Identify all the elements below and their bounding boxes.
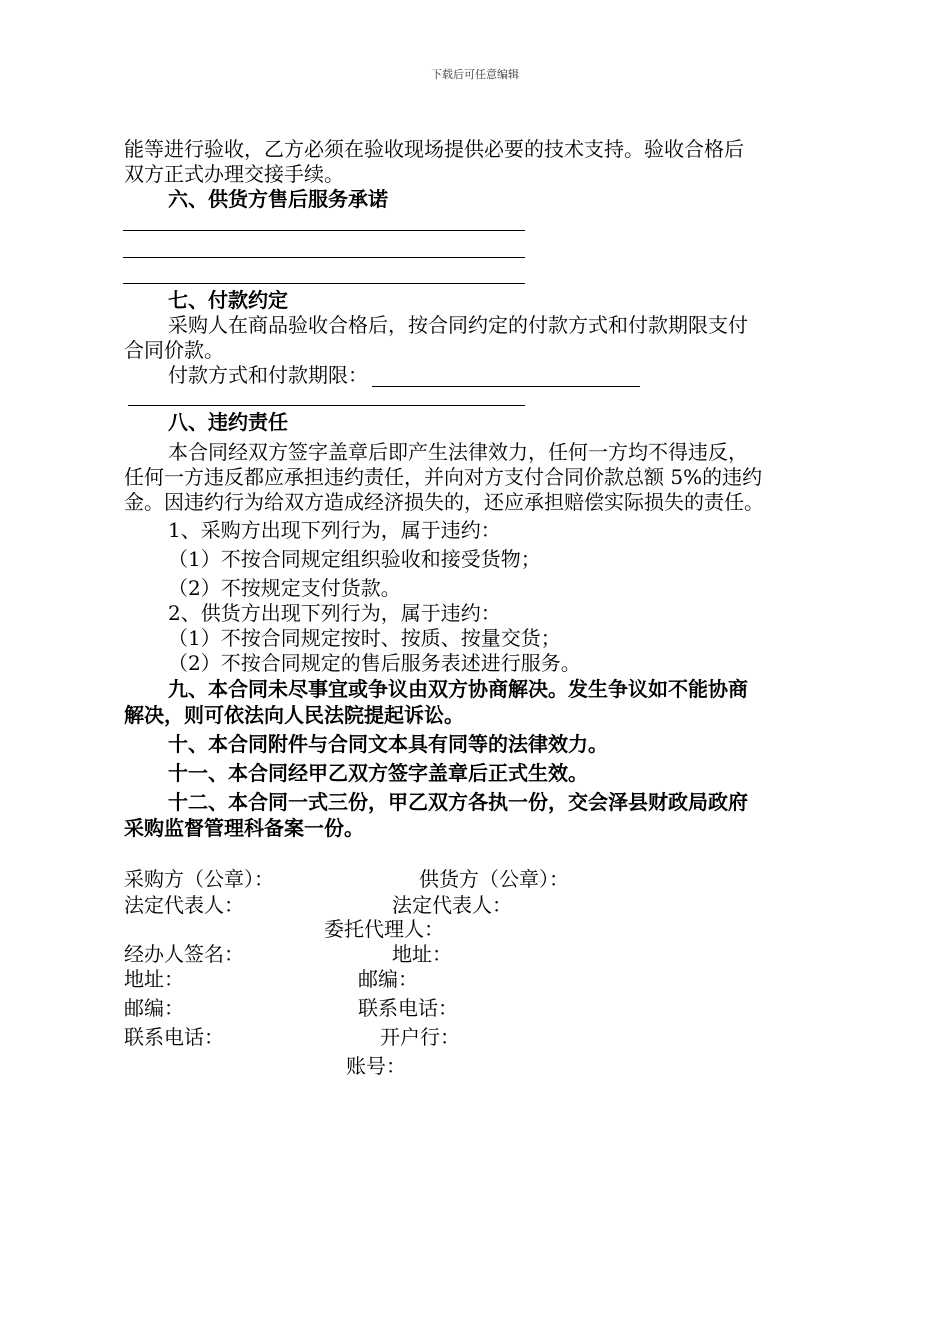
buyer-seal-label: 采购方（公章）： — [124, 867, 274, 891]
page-header: 下载后可任意编辑 — [431, 68, 519, 81]
section-heading-8: 八、违约责任 — [168, 410, 288, 434]
section-heading-12: 十二、本合同一式三份，甲乙双方各执一份，交会泽县财政局政府 — [168, 790, 748, 814]
supplier-postcode-label: 邮编： — [358, 967, 418, 991]
payment-terms-line — [168, 363, 640, 387]
list-item: （1）不按合同规定按时、按质、按量交货； — [168, 626, 561, 650]
paragraph-line: 采购人在商品验收合格后，按合同约定的付款方式和付款期限支付 — [168, 313, 748, 337]
list-item: （2）不按合同规定的售后服务表述进行服务。 — [168, 651, 581, 675]
section-heading-12-cont: 采购监督管理科备案一份。 — [124, 816, 364, 840]
paragraph-line: 任何一方违反都应承担违约责任，并向对方支付合同价款总额 5%的违约 — [124, 465, 763, 489]
list-item: 2、供货方出现下列行为，属于违约： — [168, 601, 501, 625]
section-heading-7: 七、付款约定 — [168, 288, 288, 312]
list-item: （2）不按规定支付货款。 — [168, 576, 401, 600]
buyer-address-label: 地址： — [124, 967, 184, 991]
account-label: 账号： — [346, 1054, 406, 1078]
supplier-rep-label: 法定代表人： — [392, 893, 512, 917]
blank-line — [128, 405, 525, 406]
paragraph-line: 本合同经双方签字盖章后即产生法律效力，任何一方均不得违反， — [168, 440, 748, 464]
section-heading-6: 六、供货方售后服务承诺 — [168, 187, 388, 211]
buyer-postcode-label: 邮编： — [124, 996, 184, 1020]
bank-label: 开户行： — [380, 1025, 460, 1049]
agent-label: 委托代理人： — [324, 917, 444, 941]
paragraph-line: 能等进行验收，乙方必须在验收现场提供必要的技术支持。验收合格后 — [124, 137, 744, 161]
supplier-phone-label: 联系电话： — [358, 996, 458, 1020]
section-heading-9: 九、本合同未尽事宜或争议由双方协商解决。发生争议如不能协商 — [168, 677, 748, 701]
paragraph-line: 金。因违约行为给双方造成经济损失的，还应承担赔偿实际损失的责任。 — [124, 490, 764, 514]
blank-line — [123, 230, 525, 231]
payment-terms-blank — [372, 366, 640, 387]
payment-terms-label: 付款方式和付款期限： — [168, 363, 368, 387]
supplier-address-label: 地址： — [392, 942, 452, 966]
blank-line — [123, 257, 525, 258]
list-item: 1、采购方出现下列行为，属于违约： — [168, 518, 501, 542]
section-heading-11: 十一、本合同经甲乙双方签字盖章后正式生效。 — [168, 761, 588, 785]
blank-line — [123, 283, 525, 284]
paragraph-line: 双方正式办理交接手续。 — [124, 162, 344, 186]
section-heading-9-cont: 解决，则可依法向人民法院提起诉讼。 — [124, 703, 464, 727]
handler-label: 经办人签名： — [124, 942, 244, 966]
list-item: （1）不按合同规定组织验收和接受货物； — [168, 547, 541, 571]
buyer-phone-label: 联系电话： — [124, 1025, 224, 1049]
section-heading-10: 十、本合同附件与合同文本具有同等的法律效力。 — [168, 732, 608, 756]
supplier-seal-label: 供货方（公章）： — [419, 867, 569, 891]
buyer-rep-label: 法定代表人： — [124, 893, 244, 917]
paragraph-line: 合同价款。 — [124, 338, 224, 362]
